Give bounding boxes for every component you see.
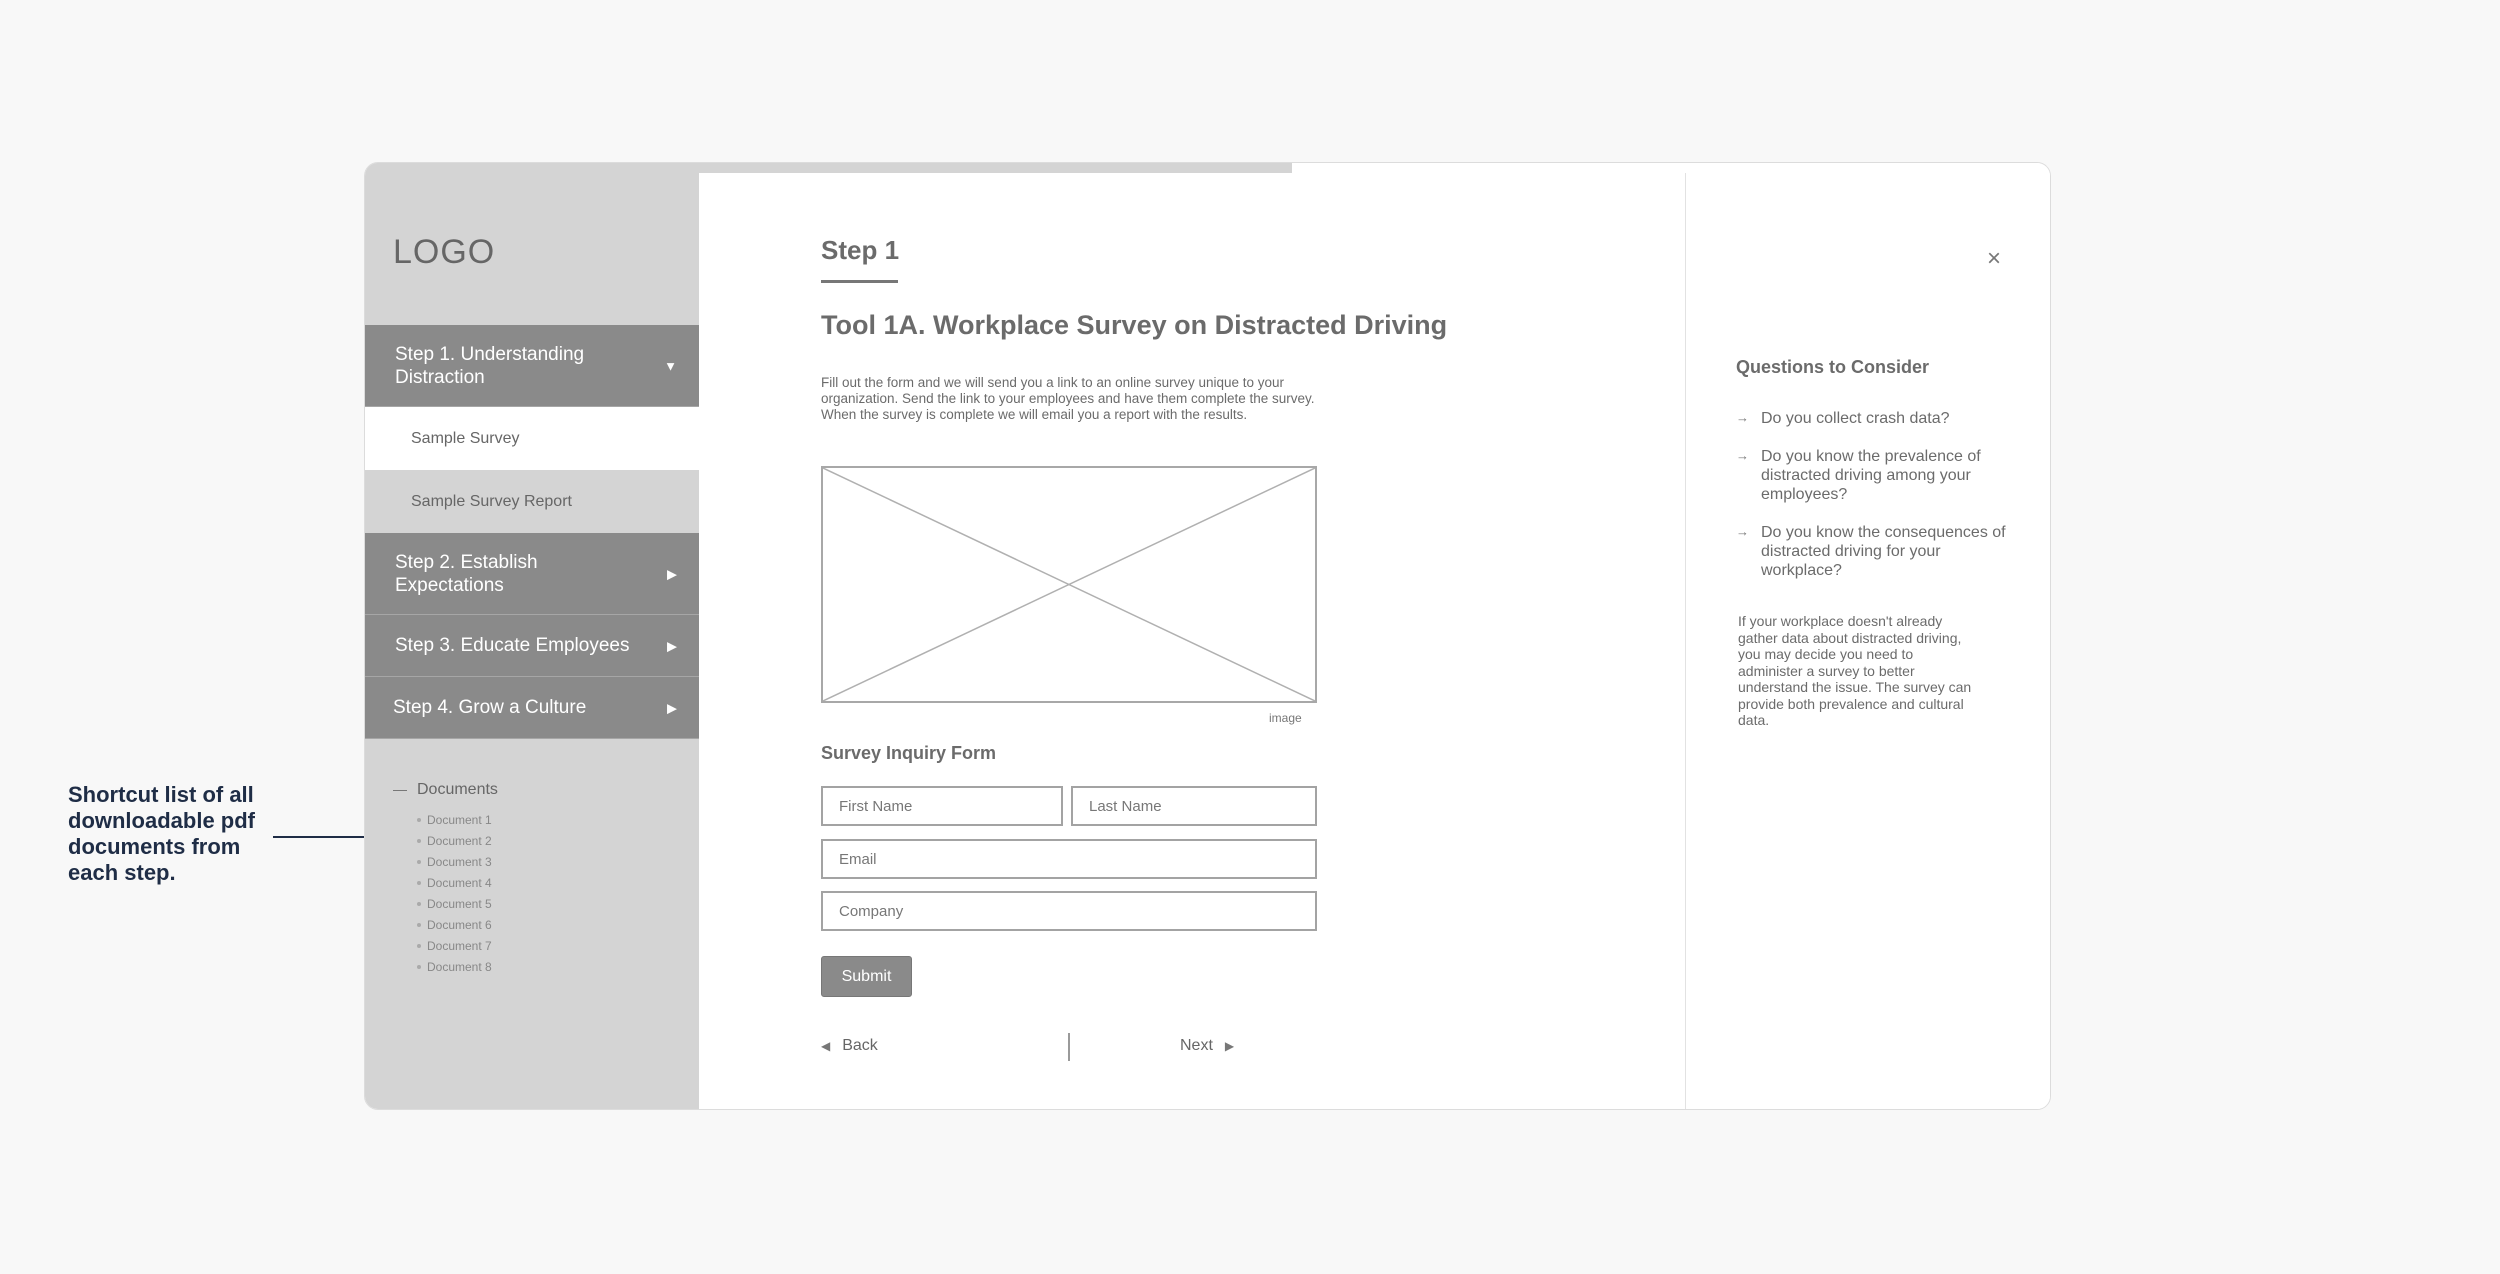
logo: LOGO xyxy=(393,233,496,271)
bullet-icon xyxy=(417,839,421,843)
document-link[interactable] xyxy=(417,893,498,914)
documents-toggle[interactable] xyxy=(393,781,498,799)
step-heading: Step 1 xyxy=(821,235,900,265)
nav-step-label: Step 3. Educate Employees xyxy=(395,635,630,656)
first-name-input[interactable] xyxy=(821,786,1063,826)
question-item xyxy=(1736,523,2006,580)
nav-sub-label: Sample Survey xyxy=(411,429,520,447)
nav-step-4[interactable] xyxy=(365,677,699,739)
caret-down-icon: ▼ xyxy=(664,358,677,373)
submit-button[interactable]: Submit xyxy=(821,956,912,997)
back-label: Back xyxy=(842,1037,878,1054)
document-link-label: Document 4 xyxy=(427,875,492,890)
question-text: Do you collect crash data? xyxy=(1761,410,1950,427)
questions-title: Questions to Consider xyxy=(1736,357,1930,377)
arrow-right-icon: → xyxy=(1736,448,1749,463)
back-button[interactable] xyxy=(821,1037,878,1055)
document-link[interactable] xyxy=(417,956,498,977)
sidebar xyxy=(365,163,699,1109)
next-button[interactable] xyxy=(1180,1037,1234,1055)
nav-step-2[interactable] xyxy=(365,533,699,615)
document-link-label: Document 8 xyxy=(427,959,492,974)
documents-heading: Documents xyxy=(417,781,498,798)
image-caption: image xyxy=(1269,711,1302,725)
nav-sub-label: Sample Survey Report xyxy=(411,492,572,510)
nav-step-label: Step 1. Understanding Distraction xyxy=(395,343,585,388)
close-icon[interactable]: × xyxy=(1987,245,2002,272)
question-item xyxy=(1736,447,2006,504)
question-item xyxy=(1736,409,2006,428)
main-content xyxy=(699,173,1686,1110)
arrow-right-icon: → xyxy=(1736,524,1749,539)
image-placeholder-cross-icon xyxy=(823,468,1315,701)
nav-step-1[interactable] xyxy=(365,325,699,407)
questions-list xyxy=(1736,409,2006,599)
caret-right-icon: ▶ xyxy=(667,700,677,715)
company-input[interactable] xyxy=(821,891,1317,931)
bullet-icon xyxy=(417,902,421,906)
caret-right-icon: ▶ xyxy=(667,566,677,581)
nav-step-label: Step 2. Establish Expectations xyxy=(395,551,538,596)
document-link[interactable] xyxy=(417,914,498,935)
caret-right-icon: ▶ xyxy=(667,638,677,653)
bullet-icon xyxy=(417,944,421,948)
arrow-left-icon: ◀ xyxy=(821,1039,831,1053)
email-input[interactable] xyxy=(821,839,1317,879)
last-name-input[interactable] xyxy=(1071,786,1317,826)
intro-text: Fill out the form and we will send you a link to an online survey unique to your organization. Send the link to your employees and have them complete the survey. When the survey is complete we will email you a report with the results. xyxy=(821,375,1315,422)
questions-note: If your workplace doesn't already gather data about distracted driving, you may decide you need to administer a survey to better understand the issue. The survey can provide both prevalence and cultural data. xyxy=(1738,613,1972,728)
question-text: Do you know the prevalence of distracted driving among your employees? xyxy=(1761,448,1981,503)
annotation-note: Shortcut list of all downloadable pdf documents from each step. xyxy=(68,782,255,885)
bullet-icon xyxy=(417,818,421,822)
bullet-icon xyxy=(417,965,421,969)
document-link[interactable] xyxy=(417,872,498,893)
bullet-icon xyxy=(417,881,421,885)
form-title: Survey Inquiry Form xyxy=(821,743,997,763)
nav-step-label: Step 4. Grow a Culture xyxy=(393,697,587,718)
collapse-dash-icon xyxy=(393,790,407,791)
app-window xyxy=(364,162,2051,1110)
nav-sub-sample-survey[interactable] xyxy=(365,407,699,470)
nav-step-3[interactable] xyxy=(365,615,699,677)
image-placeholder xyxy=(821,466,1317,703)
nav-sub-sample-survey-report[interactable] xyxy=(365,470,699,533)
arrow-right-icon: → xyxy=(1736,410,1749,425)
document-link-label: Document 5 xyxy=(427,896,492,911)
document-link-label: Document 3 xyxy=(427,854,492,869)
document-link[interactable] xyxy=(417,935,498,956)
arrow-right-icon: ▶ xyxy=(1224,1039,1235,1053)
page-title: Tool 1A. Workplace Survey on Distracted Driving xyxy=(821,310,1448,340)
questions-panel xyxy=(1687,173,2051,1110)
step-navigation xyxy=(365,325,699,739)
document-link[interactable] xyxy=(417,851,498,872)
pager-divider xyxy=(1068,1033,1070,1061)
document-link-label: Document 6 xyxy=(427,917,492,932)
step-heading-underline xyxy=(821,280,898,283)
next-label: Next xyxy=(1180,1037,1213,1054)
question-text: Do you know the consequences of distracted driving for your workplace? xyxy=(1761,524,2006,579)
documents-list xyxy=(393,809,498,977)
bullet-icon xyxy=(417,923,421,927)
document-link[interactable] xyxy=(417,830,498,851)
bullet-icon xyxy=(417,860,421,864)
document-link-label: Document 2 xyxy=(427,833,492,848)
document-link-label: Document 1 xyxy=(427,812,492,827)
documents-section xyxy=(393,781,498,977)
document-link[interactable] xyxy=(417,809,498,830)
document-link-label: Document 7 xyxy=(427,938,492,953)
